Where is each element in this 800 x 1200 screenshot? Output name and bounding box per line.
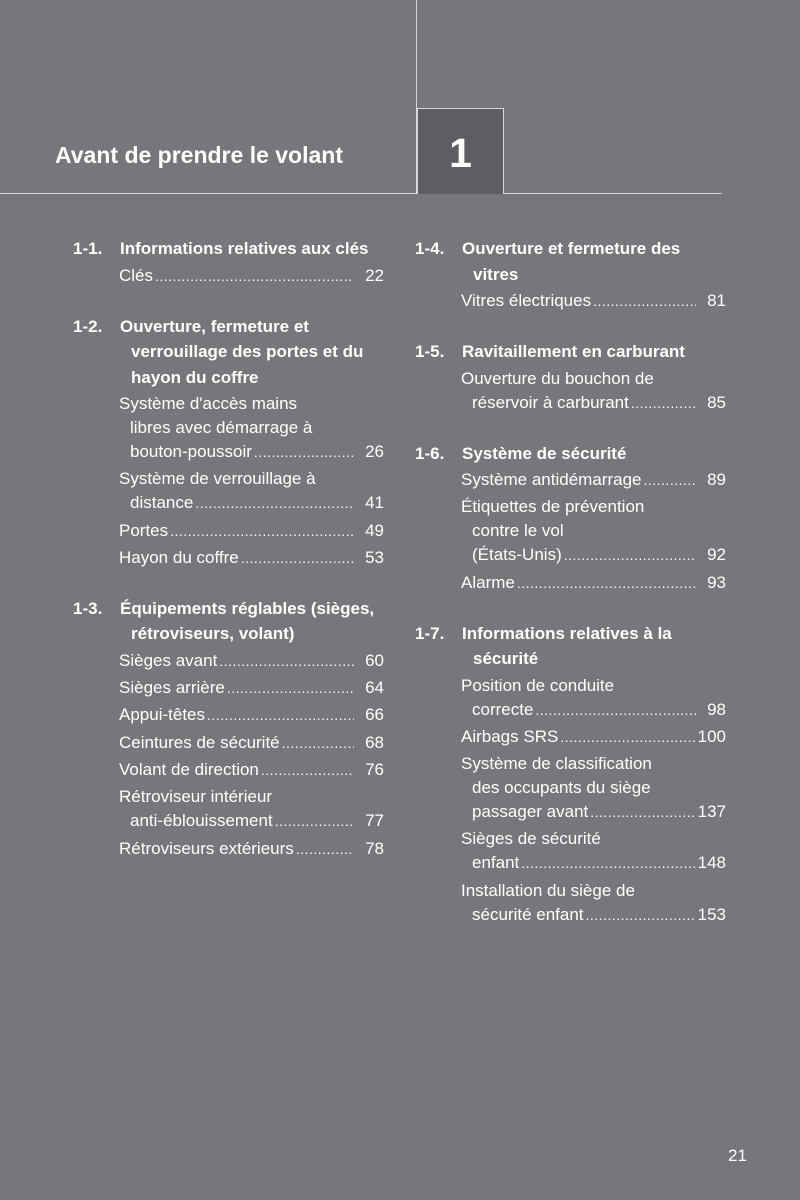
section-title: Ouverture, fermeture et verrouillage des portes et du hayon du coffre [120, 316, 364, 387]
dot-leader [195, 491, 354, 515]
toc-entry[interactable] [119, 264, 384, 288]
entry-page-number: 98 [707, 699, 726, 719]
dot-leader [282, 731, 354, 755]
entry-text-line: des occupants du siège [472, 778, 651, 798]
entry-label: Alarme [461, 572, 515, 592]
entry-label: Clés [119, 265, 154, 285]
entry-page-number: 148 [697, 853, 726, 873]
entry-text-line: Ouverture du bouchon de [461, 368, 654, 388]
entry-page-number: 137 [697, 802, 726, 822]
dot-leader [275, 809, 354, 833]
entry-label: Sièges avant [119, 650, 218, 670]
toc-entry[interactable] [461, 827, 726, 875]
dot-leader [560, 725, 695, 749]
toc-entry[interactable] [119, 392, 384, 464]
dot-leader [219, 649, 354, 673]
entry-text-line: Système de verrouillage à [119, 469, 316, 489]
chapter-title: Avant de prendre le volant [55, 142, 343, 168]
dot-leader [227, 676, 354, 700]
section-title: Informations relatives à la sécurité [462, 623, 672, 669]
entry-label: Sièges arrière [119, 678, 225, 698]
dot-leader [521, 851, 695, 875]
entry-label: distance [130, 493, 194, 513]
dot-leader [517, 571, 696, 595]
entry-text-line: Sièges de sécurité [461, 829, 601, 849]
section-number: 1-7. [415, 623, 445, 643]
entry-text-line: Rétroviseur intérieur [119, 787, 273, 807]
toc-entry[interactable] [461, 495, 726, 567]
toc-entry[interactable] [461, 571, 726, 595]
toc-entry[interactable] [119, 676, 384, 700]
toc-entry[interactable] [461, 879, 726, 927]
section-heading [414, 441, 726, 467]
entry-page-number: 100 [697, 726, 726, 746]
toc-section [414, 621, 726, 927]
entry-list [72, 392, 384, 570]
entry-label: anti-éblouissement [130, 811, 273, 831]
entry-page-number: 53 [365, 547, 384, 567]
dot-leader [590, 800, 695, 824]
entry-page-number: 22 [365, 265, 384, 285]
entry-label: sécurité enfant [472, 904, 584, 924]
toc-entry[interactable] [119, 467, 384, 515]
section-number: 1-1. [73, 239, 103, 258]
dot-leader [207, 703, 354, 727]
entry-label: bouton-poussoir [130, 442, 252, 461]
section-heading [414, 621, 726, 672]
entry-list [72, 649, 384, 861]
section-number: 1-5. [415, 342, 445, 361]
dot-leader [155, 264, 354, 288]
entry-page-number: 85 [707, 392, 726, 412]
section-number: 1-2. [73, 316, 103, 336]
section-title: Informations relatives aux clés [120, 239, 369, 258]
toc-entry[interactable] [461, 468, 726, 492]
toc-entry[interactable] [119, 703, 384, 727]
entry-page-number: 68 [365, 732, 384, 752]
toc-entry[interactable] [119, 837, 384, 861]
entry-list [72, 264, 384, 288]
horizontal-rule [0, 193, 722, 194]
section-heading [414, 339, 726, 365]
dot-leader [643, 468, 696, 492]
page-number: 21 [728, 1146, 747, 1165]
section-title: Ouverture et fermeture des vitres [462, 239, 681, 284]
toc-left-column [72, 236, 384, 864]
entry-page-number: 78 [365, 838, 384, 858]
entry-label: (États-Unis) [472, 545, 562, 565]
toc-entry[interactable] [119, 649, 384, 673]
toc-entry[interactable] [461, 367, 726, 415]
dot-leader [241, 546, 354, 570]
entry-label: Système antidémarrage [461, 470, 642, 489]
toc-section [72, 314, 384, 570]
dot-leader [535, 698, 696, 722]
dot-leader [170, 519, 354, 543]
toc-entry[interactable] [461, 289, 726, 313]
entry-page-number: 92 [707, 545, 726, 565]
entry-text-line: Position de conduite [461, 675, 615, 695]
toc-right-column [414, 236, 726, 930]
toc-section [72, 236, 384, 288]
toc-entry[interactable] [461, 674, 726, 722]
entry-page-number: 66 [365, 705, 384, 725]
toc-entry[interactable] [119, 785, 384, 833]
toc-entry[interactable] [119, 546, 384, 570]
entry-page-number: 81 [707, 291, 726, 310]
toc-entry[interactable] [461, 725, 726, 749]
toc-entry[interactable] [119, 731, 384, 755]
entry-label: Hayon du coffre [119, 547, 239, 567]
toc-section [414, 236, 726, 313]
toc-entry[interactable] [119, 758, 384, 782]
toc-section [414, 441, 726, 595]
entry-page-number: 77 [365, 811, 384, 831]
entry-page-number: 76 [365, 760, 384, 780]
dot-leader [261, 758, 354, 782]
dot-leader [254, 440, 354, 464]
entry-text-line: libres avec démarrage à [130, 418, 313, 437]
entry-label: Ceintures de sécurité [119, 732, 280, 752]
entry-label: correcte [472, 699, 534, 719]
entry-list [414, 674, 726, 927]
section-number: 1-3. [73, 598, 103, 618]
entry-page-number: 49 [365, 520, 384, 540]
entry-list [414, 468, 726, 595]
toc-entry[interactable] [119, 519, 384, 543]
entry-text-line: Étiquettes de prévention [461, 497, 645, 517]
toc-section [414, 339, 726, 415]
section-title: Équipements réglables (sièges, rétroviseurs, volant) [120, 598, 375, 644]
entry-list [414, 367, 726, 415]
dot-leader [631, 391, 696, 415]
section-title: Ravitaillement en carburant [462, 342, 685, 361]
dot-leader [593, 289, 696, 313]
dot-leader [586, 903, 696, 927]
section-heading [72, 314, 384, 391]
entry-page-number: 60 [365, 650, 384, 670]
dot-leader [296, 837, 354, 861]
section-heading [414, 236, 726, 287]
entry-list [414, 289, 726, 313]
entry-text-line: Installation du siège de [461, 880, 635, 900]
entry-text-line: Système de classification [461, 754, 652, 774]
section-heading [72, 236, 384, 262]
entry-page-number: 89 [707, 470, 726, 489]
entry-label: réservoir à carburant [472, 392, 629, 412]
entry-label: Vitres électriques [461, 291, 592, 310]
entry-page-number: 153 [697, 904, 726, 924]
chapter-number-tab: 1 [417, 108, 504, 194]
entry-label: Appui-têtes [119, 705, 205, 725]
toc-section [72, 596, 384, 861]
entry-label: Volant de direction [119, 760, 259, 780]
section-number: 1-6. [415, 443, 445, 463]
entry-page-number: 64 [365, 678, 384, 698]
entry-label: passager avant [472, 802, 589, 822]
entry-page-number: 93 [707, 572, 726, 592]
entry-label: Airbags SRS [461, 726, 559, 746]
entry-label: Rétroviseurs extérieurs [119, 838, 294, 858]
entry-text-line: contre le vol [472, 521, 564, 541]
section-number: 1-4. [415, 239, 445, 258]
entry-page-number: 26 [365, 442, 384, 461]
entry-page-number: 41 [365, 493, 384, 513]
entry-label: Portes [119, 520, 169, 540]
entry-label: enfant [472, 853, 520, 873]
dot-leader [564, 543, 696, 567]
entry-text-line: Système d'accès mains [119, 394, 298, 413]
toc-entry[interactable] [461, 752, 726, 824]
section-heading [72, 596, 384, 647]
section-title: Système de sécurité [462, 443, 627, 463]
